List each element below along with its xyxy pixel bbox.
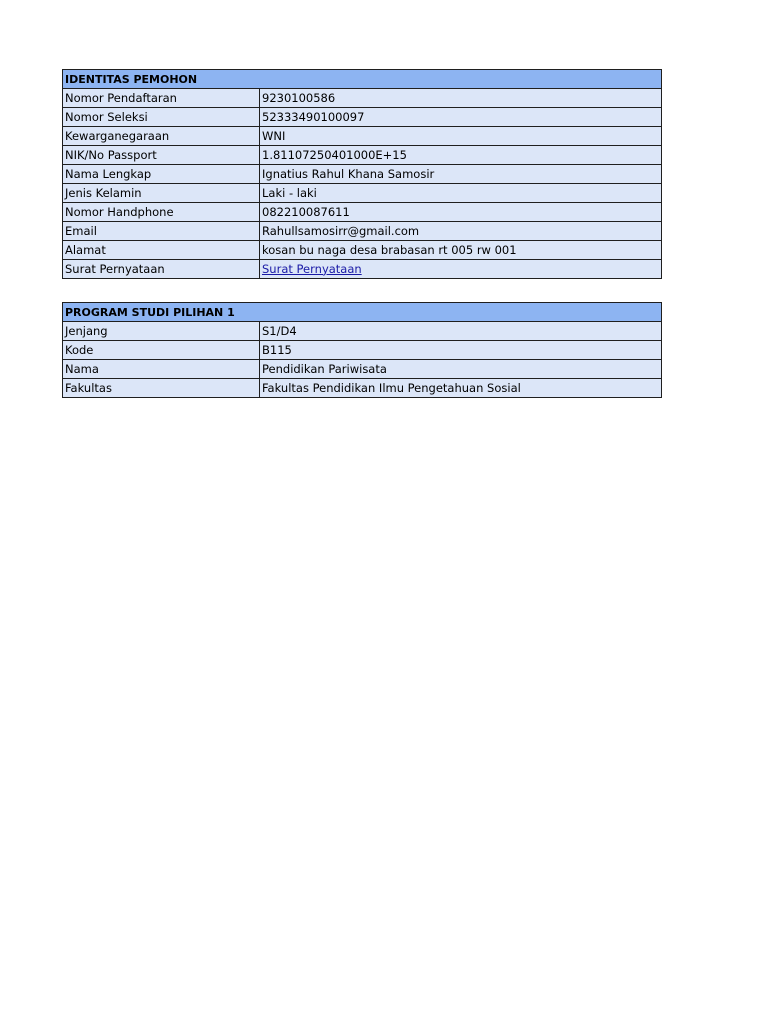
table-row — [63, 260, 662, 279]
row-value-nama-lengkap: Ignatius Rahul Khana Samosir — [260, 165, 662, 184]
table-row — [63, 89, 662, 108]
row-label-jenis-kelamin: Jenis Kelamin — [63, 184, 260, 203]
row-value-alamat: kosan bu naga desa brabasan rt 005 rw 001 — [260, 241, 662, 260]
program-studi-table — [62, 302, 662, 398]
identitas-title: IDENTITAS PEMOHON — [63, 70, 662, 89]
row-label-kode: Kode — [63, 341, 260, 360]
row-label-nama: Nama — [63, 360, 260, 379]
row-value-email: Rahullsamosirr@gmail.com — [260, 222, 662, 241]
surat-pernyataan-link[interactable]: Surat Pernyataan — [262, 261, 362, 276]
row-label-jenjang: Jenjang — [63, 322, 260, 341]
row-label-fakultas: Fakultas — [63, 379, 260, 398]
table-row — [63, 127, 662, 146]
table-row — [63, 341, 662, 360]
row-value-nik-passport: 1.81107250401000E+15 — [260, 146, 662, 165]
row-value-nomor-handphone: 082210087611 — [260, 203, 662, 222]
row-label-nomor-pendaftaran: Nomor Pendaftaran — [63, 89, 260, 108]
row-value-surat-pernyataan — [260, 260, 662, 279]
row-label-alamat: Alamat — [63, 241, 260, 260]
row-value-kewarganegaraan: WNI — [260, 127, 662, 146]
table-row — [63, 108, 662, 127]
row-value-nama: Pendidikan Pariwisata — [260, 360, 662, 379]
table-row — [63, 241, 662, 260]
row-label-kewarganegaraan: Kewarganegaraan — [63, 127, 260, 146]
table-row — [63, 322, 662, 341]
table-row — [63, 146, 662, 165]
identitas-header-row — [63, 70, 662, 89]
table-row — [63, 184, 662, 203]
program-header-row — [63, 303, 662, 322]
row-label-nomor-seleksi: Nomor Seleksi — [63, 108, 260, 127]
row-value-nomor-pendaftaran: 9230100586 — [260, 89, 662, 108]
row-value-fakultas: Fakultas Pendidikan Ilmu Pengetahuan Sosial — [260, 379, 662, 398]
row-label-nama-lengkap: Nama Lengkap — [63, 165, 260, 184]
identitas-pemohon-table — [62, 69, 662, 279]
row-value-jenjang: S1/D4 — [260, 322, 662, 341]
program-title: PROGRAM STUDI PILIHAN 1 — [63, 303, 662, 322]
row-value-kode: B115 — [260, 341, 662, 360]
row-label-nomor-handphone: Nomor Handphone — [63, 203, 260, 222]
table-row — [63, 222, 662, 241]
table-row — [63, 360, 662, 379]
row-value-jenis-kelamin: Laki - laki — [260, 184, 662, 203]
table-row — [63, 165, 662, 184]
table-row — [63, 379, 662, 398]
row-value-nomor-seleksi: 52333490100097 — [260, 108, 662, 127]
row-label-nik-passport: NIK/No Passport — [63, 146, 260, 165]
table-row — [63, 203, 662, 222]
row-label-surat-pernyataan: Surat Pernyataan — [63, 260, 260, 279]
row-label-email: Email — [63, 222, 260, 241]
